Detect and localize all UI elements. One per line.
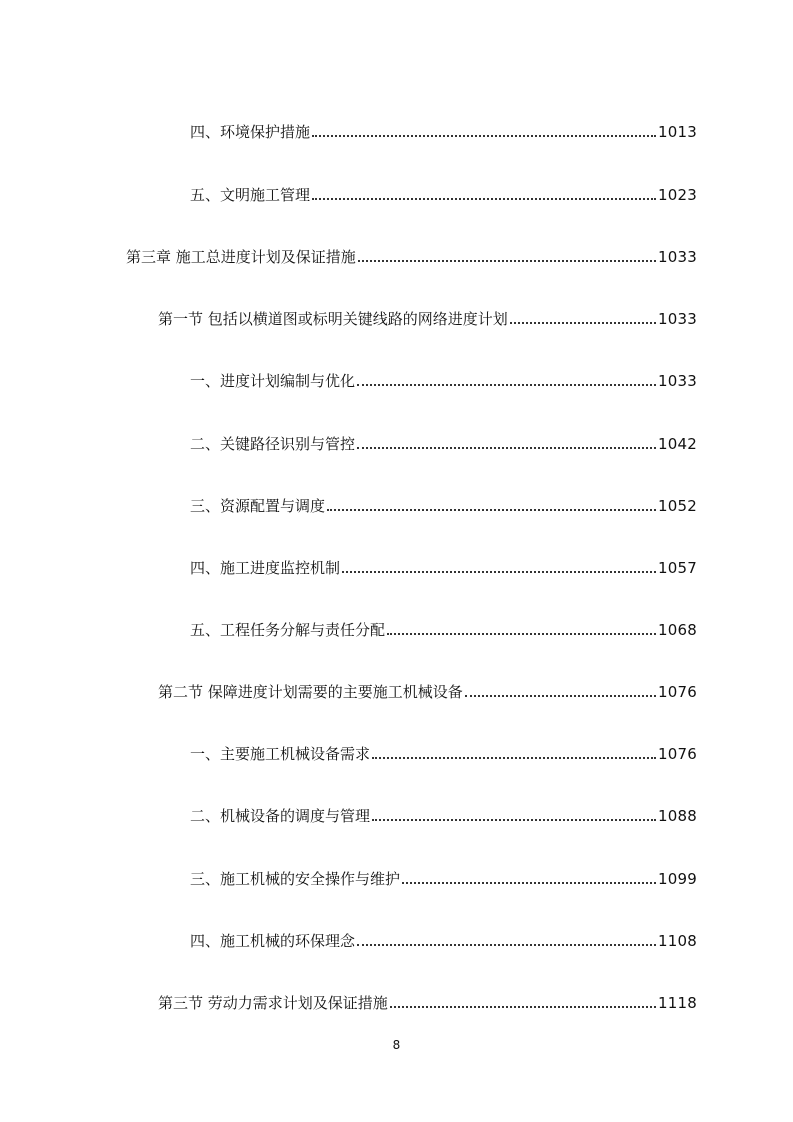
dot-leader <box>358 260 656 262</box>
toc-entry-page: 1033 <box>658 248 697 266</box>
toc-entry[interactable] <box>190 802 697 826</box>
toc-entry-title: 一、主要施工机械设备需求 <box>190 745 371 763</box>
toc-entry-title: 二、关键路径识别与管控 <box>190 435 356 453</box>
toc-entry-section[interactable] <box>158 678 697 702</box>
toc-entry-title: 第三章 施工总进度计划及保证措施 <box>126 248 356 266</box>
toc-entry-section[interactable] <box>158 989 697 1013</box>
toc-entry-page: 1108 <box>658 932 697 950</box>
dot-leader <box>372 819 656 821</box>
toc-entry-chapter[interactable] <box>126 243 697 267</box>
toc-entry-title: 四、施工机械的环保理念 <box>190 932 356 950</box>
toc-entry-page: 1118 <box>658 994 697 1012</box>
dot-leader <box>312 135 656 137</box>
toc-entry-title: 三、资源配置与调度 <box>190 497 326 515</box>
toc-entry-title: 第二节 保障进度计划需要的主要施工机械设备 <box>158 683 463 701</box>
toc-entry-title: 三、施工机械的安全操作与维护 <box>190 870 401 888</box>
toc-entry-title: 五、文明施工管理 <box>190 186 311 204</box>
toc-entry[interactable] <box>190 865 697 889</box>
dot-leader <box>387 633 656 635</box>
dot-leader <box>357 384 656 386</box>
toc-entry-page: 1057 <box>658 559 697 577</box>
toc-entry-title: 四、环境保护措施 <box>190 123 311 141</box>
toc-entry-section[interactable] <box>158 305 697 329</box>
dot-leader <box>327 509 656 511</box>
toc-entry[interactable] <box>190 430 697 454</box>
toc-entry[interactable] <box>190 118 697 142</box>
toc-entry-page: 1042 <box>658 435 697 453</box>
toc-entry-title: 四、施工进度监控机制 <box>190 559 341 577</box>
toc-entry[interactable] <box>190 927 697 951</box>
toc-entry-page: 1088 <box>658 807 697 825</box>
dot-leader <box>372 757 656 759</box>
toc-entry[interactable] <box>190 740 697 764</box>
dot-leader <box>357 447 656 449</box>
toc-entry[interactable] <box>190 492 697 516</box>
dot-leader <box>402 882 656 884</box>
toc-entry-page: 1076 <box>658 745 697 763</box>
toc-entry-page: 1013 <box>658 123 697 141</box>
toc-entry-page: 1076 <box>658 683 697 701</box>
toc-entry[interactable] <box>190 616 697 640</box>
toc-entry-page: 1099 <box>658 870 697 888</box>
toc-entry-title: 二、机械设备的调度与管理 <box>190 807 371 825</box>
toc-entry-page: 1052 <box>658 497 697 515</box>
toc-entry-page: 1033 <box>658 372 697 390</box>
dot-leader <box>357 944 656 946</box>
toc-entry[interactable] <box>190 181 697 205</box>
dot-leader <box>390 1006 656 1008</box>
toc-entry-title: 五、工程任务分解与责任分配 <box>190 621 386 639</box>
toc-entry-title: 一、进度计划编制与优化 <box>190 372 356 390</box>
dot-leader <box>465 695 656 697</box>
toc-entry-page: 1068 <box>658 621 697 639</box>
dot-leader <box>510 322 656 324</box>
toc-entry[interactable] <box>190 367 697 391</box>
dot-leader <box>312 198 656 200</box>
toc-entry-page: 1023 <box>658 186 697 204</box>
toc-entry-title: 第一节 包括以横道图或标明关键线路的网络进度计划 <box>158 310 508 328</box>
dot-leader <box>342 571 656 573</box>
page-number: 8 <box>392 1038 401 1052</box>
toc-entry-page: 1033 <box>658 310 697 328</box>
toc-entry-title: 第三节 劳动力需求计划及保证措施 <box>158 994 388 1012</box>
toc-entry[interactable] <box>190 554 697 578</box>
